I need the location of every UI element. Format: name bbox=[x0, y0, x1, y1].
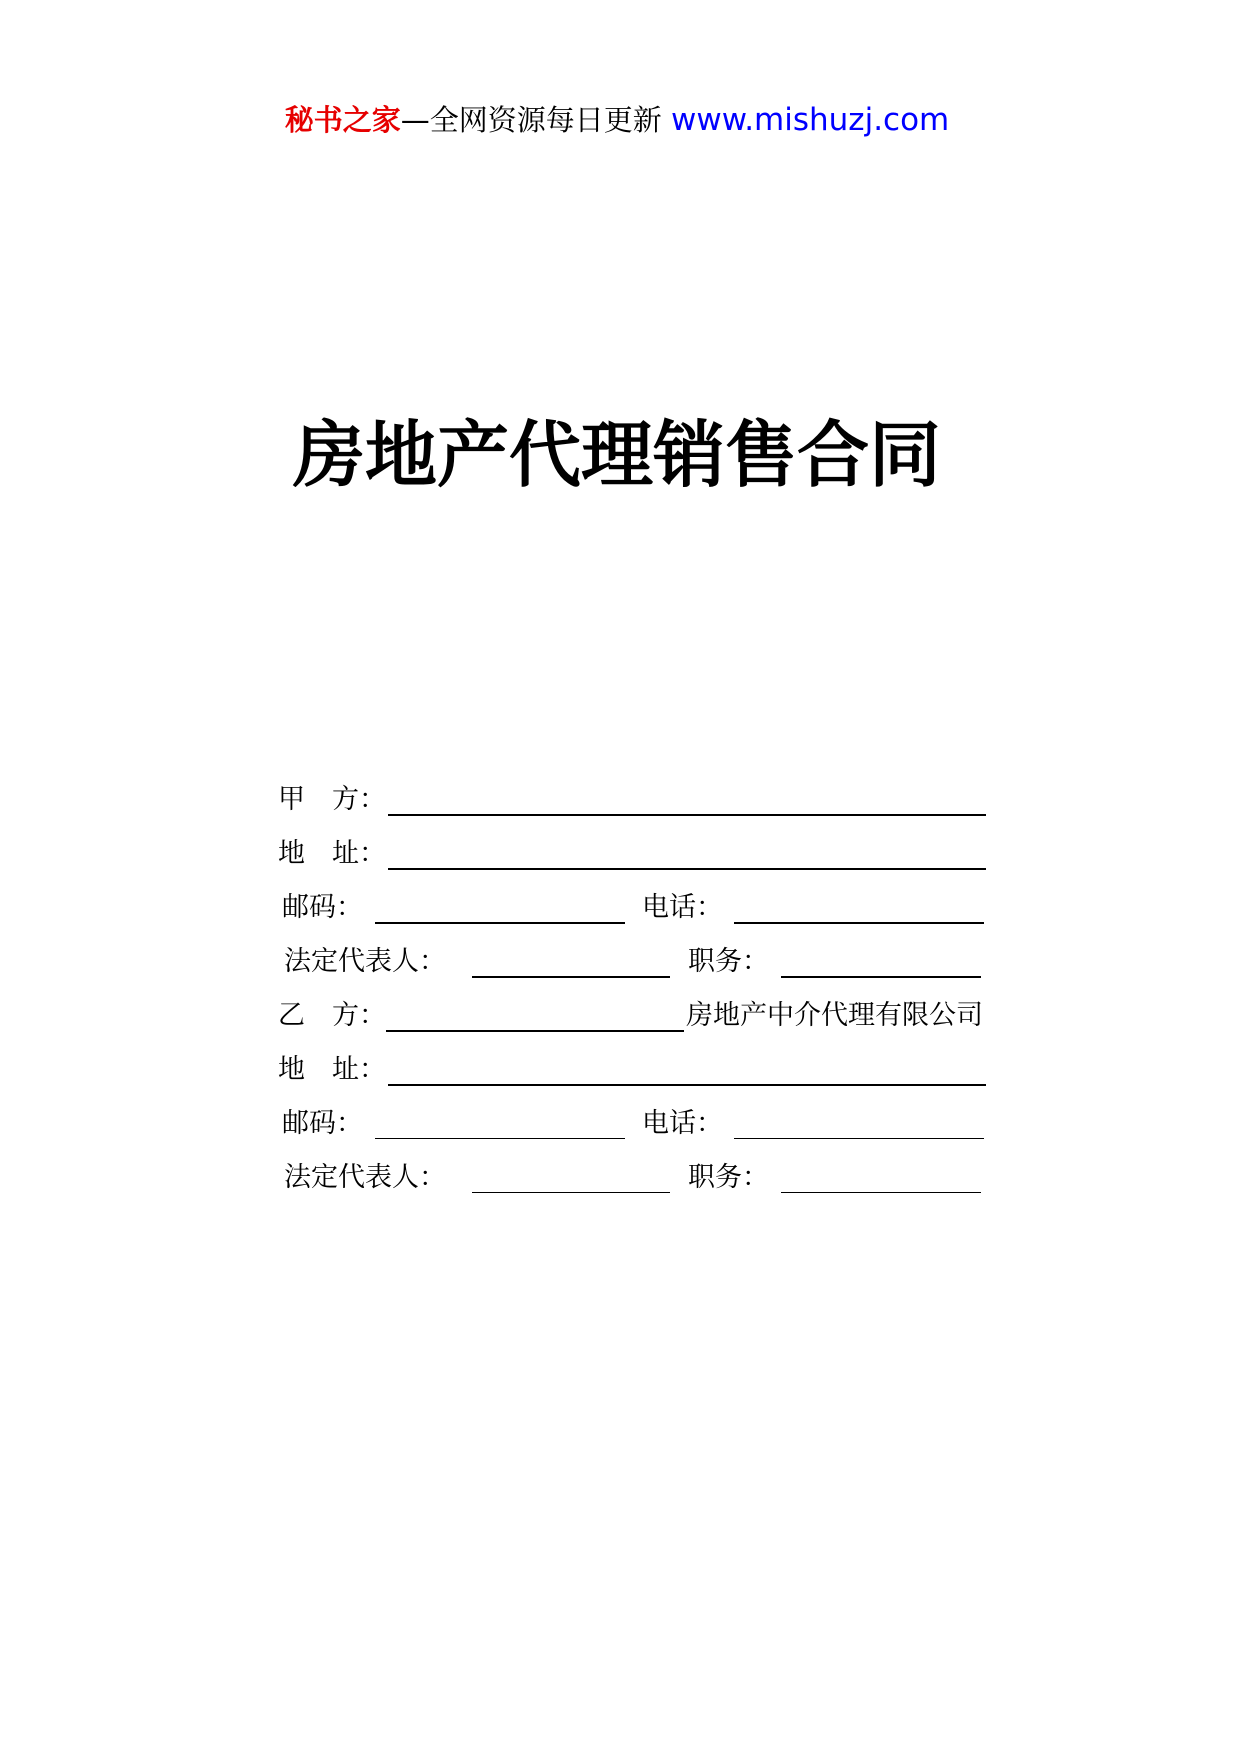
party-b-phone-input-line[interactable] bbox=[734, 1138, 984, 1139]
party-a-address-input-line[interactable] bbox=[388, 868, 986, 870]
brand-name: 秘书之家 bbox=[284, 103, 401, 137]
party-a-zip-label: 邮码： bbox=[282, 892, 363, 923]
party-a-address-row bbox=[278, 834, 1018, 888]
party-a-rep-row bbox=[278, 942, 1018, 996]
party-b-address-row bbox=[278, 1050, 1018, 1104]
header-tagline: —全网资源每日更新 bbox=[400, 103, 662, 137]
party-b-phone-label: 电话： bbox=[642, 1108, 723, 1139]
party-a-row bbox=[278, 780, 1018, 834]
party-b-label: 乙 方： bbox=[278, 1000, 386, 1031]
party-b-position-label: 职务： bbox=[688, 1162, 769, 1193]
party-b-position-input-line[interactable] bbox=[781, 1192, 981, 1193]
party-b-company-suffix: 房地产中介代理有限公司 bbox=[686, 1000, 983, 1031]
party-a-contact-row bbox=[278, 888, 1018, 942]
parties-form bbox=[278, 780, 1018, 1212]
party-a-phone-label: 电话： bbox=[642, 892, 723, 923]
party-b-contact-row bbox=[278, 1104, 1018, 1158]
party-b-address-label: 地 址： bbox=[278, 1054, 386, 1085]
website-link[interactable]: www.mishuzj.com bbox=[670, 102, 950, 138]
party-a-position-input-line[interactable] bbox=[781, 976, 981, 978]
party-b-address-input-line[interactable] bbox=[388, 1084, 986, 1086]
document-title: 房地产代理销售合同 bbox=[292, 413, 941, 497]
page-header bbox=[0, 100, 1234, 140]
party-a-label: 甲 方： bbox=[278, 784, 386, 815]
party-a-address-label: 地 址： bbox=[278, 838, 386, 869]
party-b-row bbox=[278, 996, 1018, 1050]
party-a-rep-input-line[interactable] bbox=[472, 976, 670, 978]
party-a-zip-input-line[interactable] bbox=[375, 922, 625, 924]
party-a-rep-label: 法定代表人： bbox=[284, 946, 446, 977]
party-a-input-line[interactable] bbox=[388, 814, 986, 816]
party-b-rep-row bbox=[278, 1158, 1018, 1212]
party-a-position-label: 职务： bbox=[688, 946, 769, 977]
party-a-phone-input-line[interactable] bbox=[734, 922, 984, 924]
party-b-rep-label: 法定代表人： bbox=[284, 1162, 446, 1193]
party-b-zip-input-line[interactable] bbox=[375, 1138, 625, 1139]
party-b-input-line[interactable] bbox=[386, 1030, 684, 1032]
party-b-zip-label: 邮码： bbox=[282, 1108, 363, 1139]
party-b-rep-input-line[interactable] bbox=[472, 1192, 670, 1193]
